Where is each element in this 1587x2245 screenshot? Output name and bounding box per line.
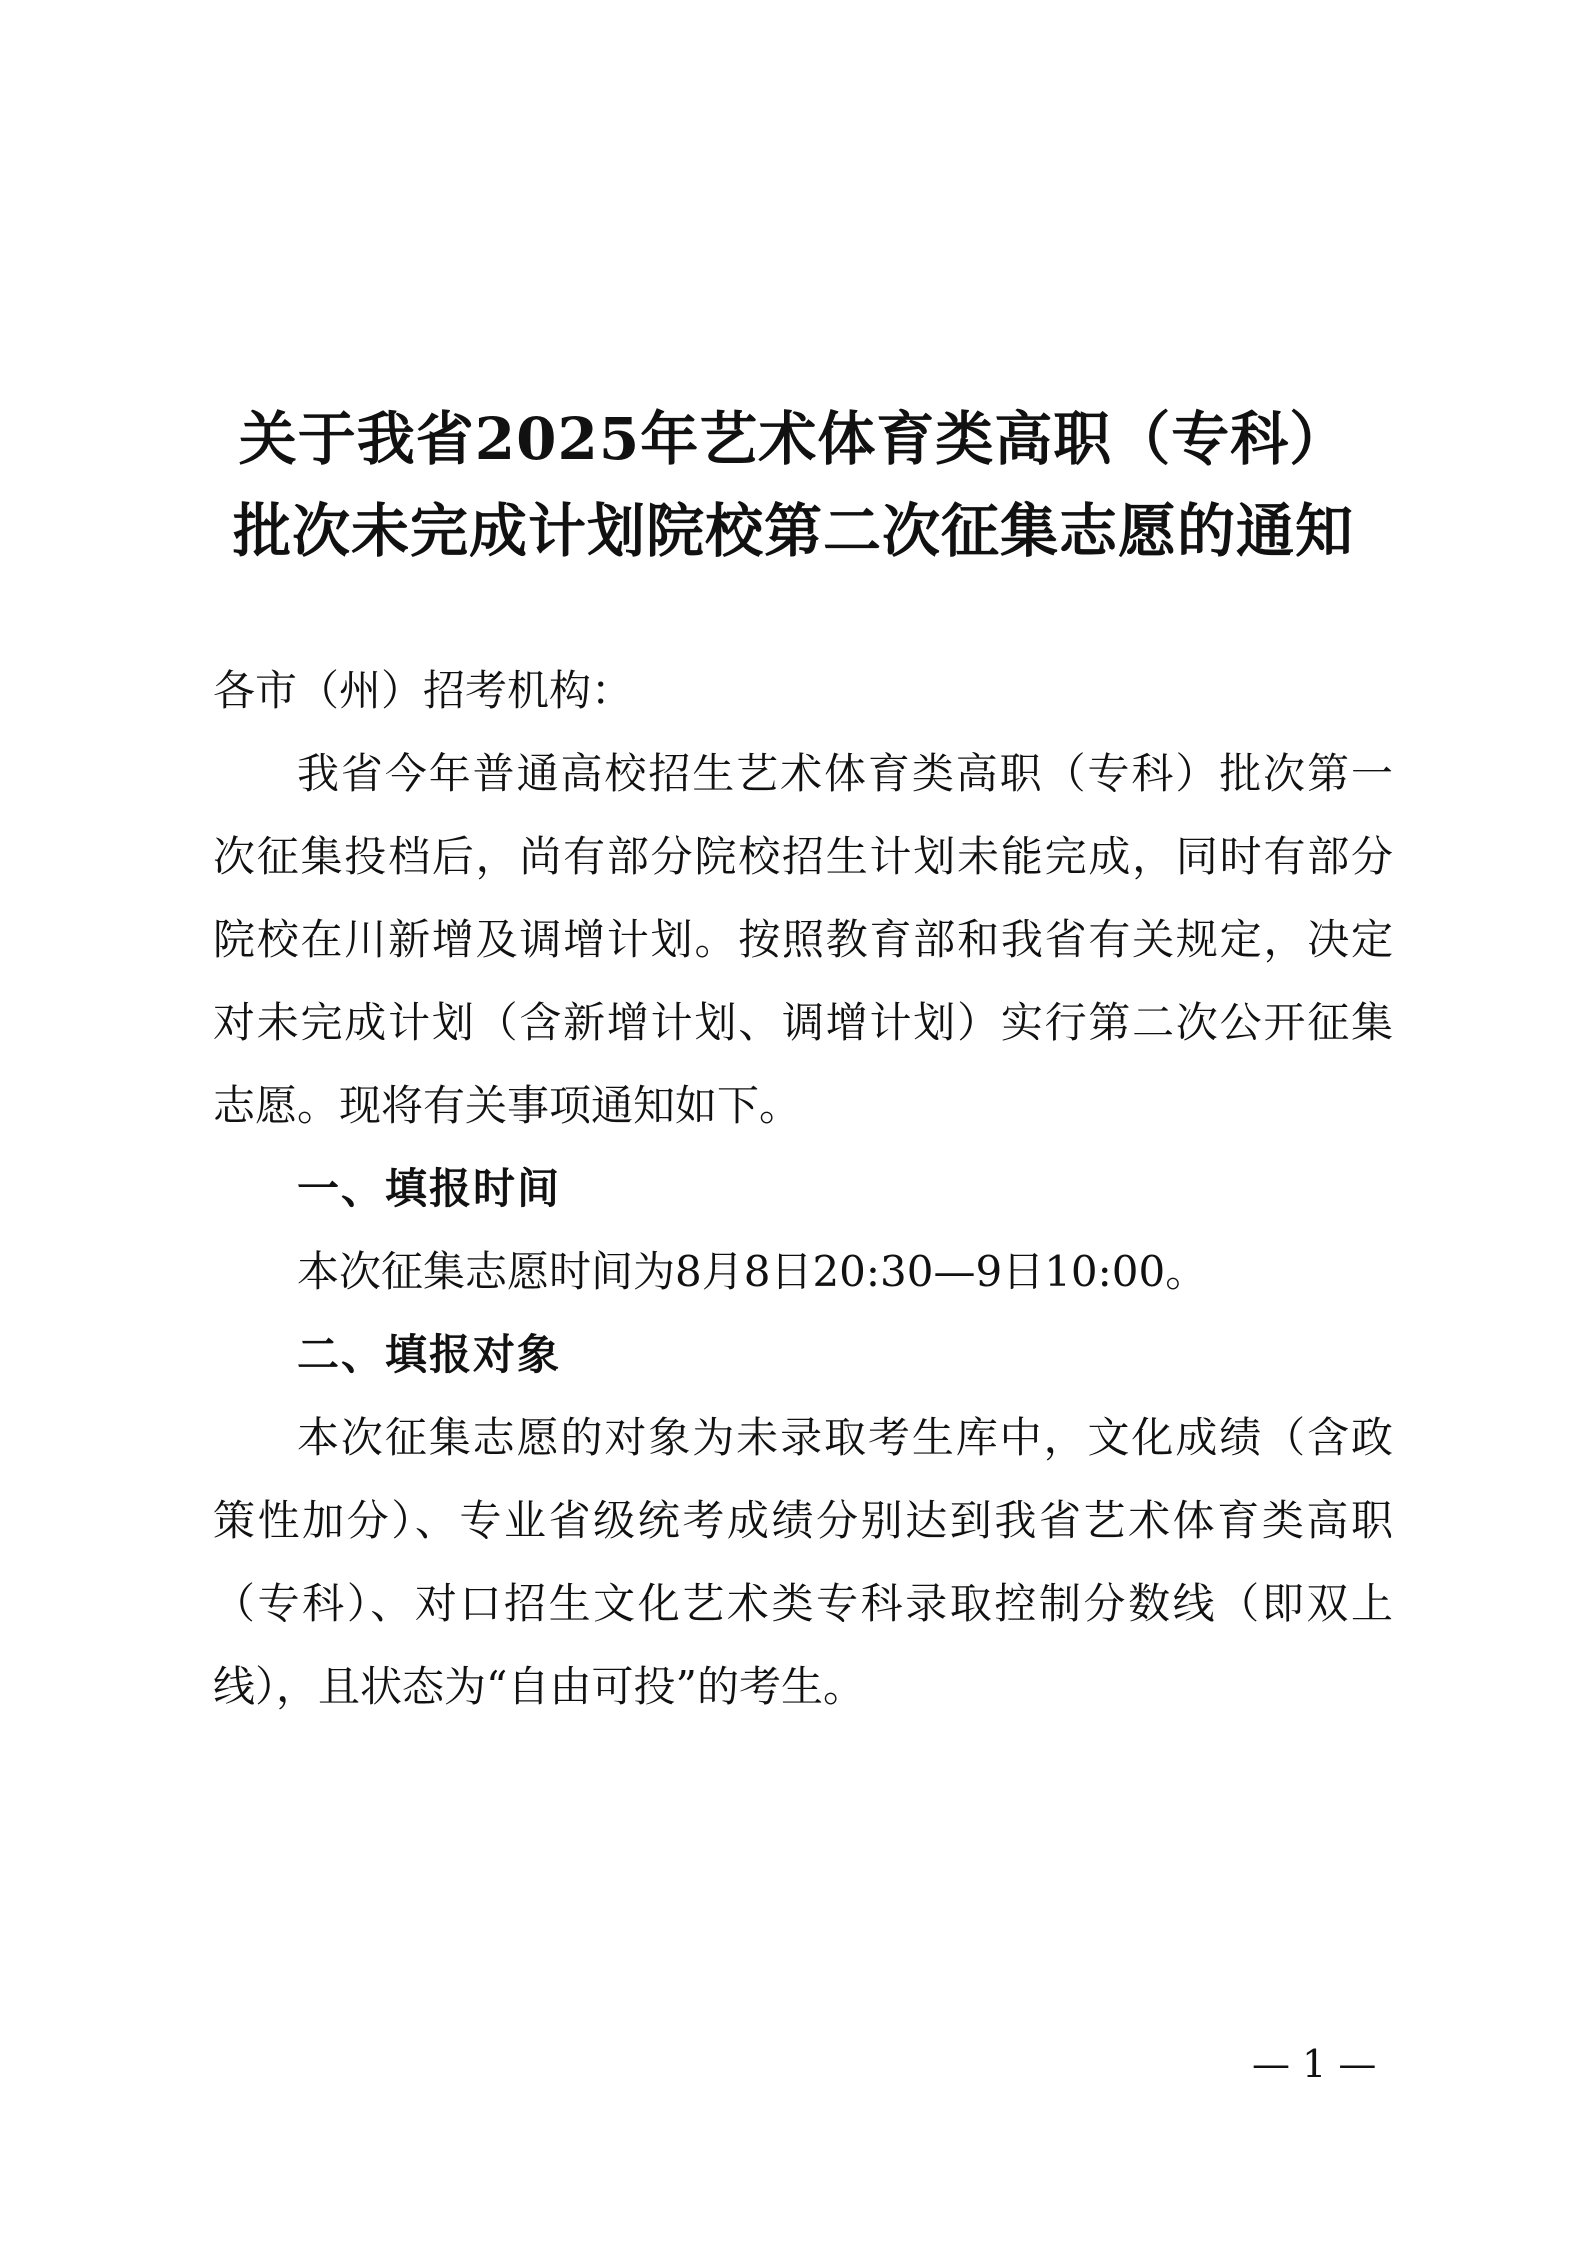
section-1-heading: 一、填报时间 xyxy=(297,1164,562,1213)
section-2-line-2: 策性加分）、专业省级统考成绩分别达到我省艺术体育类高职 xyxy=(213,1496,1393,1545)
intro-line-5: 志愿。现将有关事项通知如下。 xyxy=(213,1081,802,1130)
section-2-line-1: 本次征集志愿的对象为未录取考生库中，文化成绩（含政 xyxy=(297,1413,1393,1462)
intro-line-3: 院校在川新增及调增计划。按照教育部和我省有关规定，决定 xyxy=(213,915,1393,964)
section-2-line-3: （专科）、对口招生文化艺术类专科录取控制分数线（即双上 xyxy=(213,1579,1393,1628)
intro-line-1: 我省今年普通高校招生艺术体育类高职（专科）批次第一 xyxy=(297,749,1393,798)
section-1-body: 本次征集志愿时间为8月8日20:30—9日10:00。 xyxy=(297,1247,1208,1296)
section-2-heading: 二、填报对象 xyxy=(297,1330,562,1379)
intro-line-4: 对未完成计划（含新增计划、调增计划）实行第二次公开征集 xyxy=(213,998,1393,1047)
title-line-2: 批次未完成计划院校第二次征集志愿的通知 xyxy=(232,497,1354,565)
section-2-line-4: 线），且状态为“自由可投”的考生。 xyxy=(213,1662,865,1711)
title-line-1: 关于我省2025年艺术体育类高职（专科） xyxy=(238,405,1349,473)
intro-line-2: 次征集投档后，尚有部分院校招生计划未能完成，同时有部分 xyxy=(213,832,1393,881)
page-number: — 1 — xyxy=(1252,2042,1377,2086)
salutation: 各市（州）招考机构： xyxy=(213,666,634,715)
